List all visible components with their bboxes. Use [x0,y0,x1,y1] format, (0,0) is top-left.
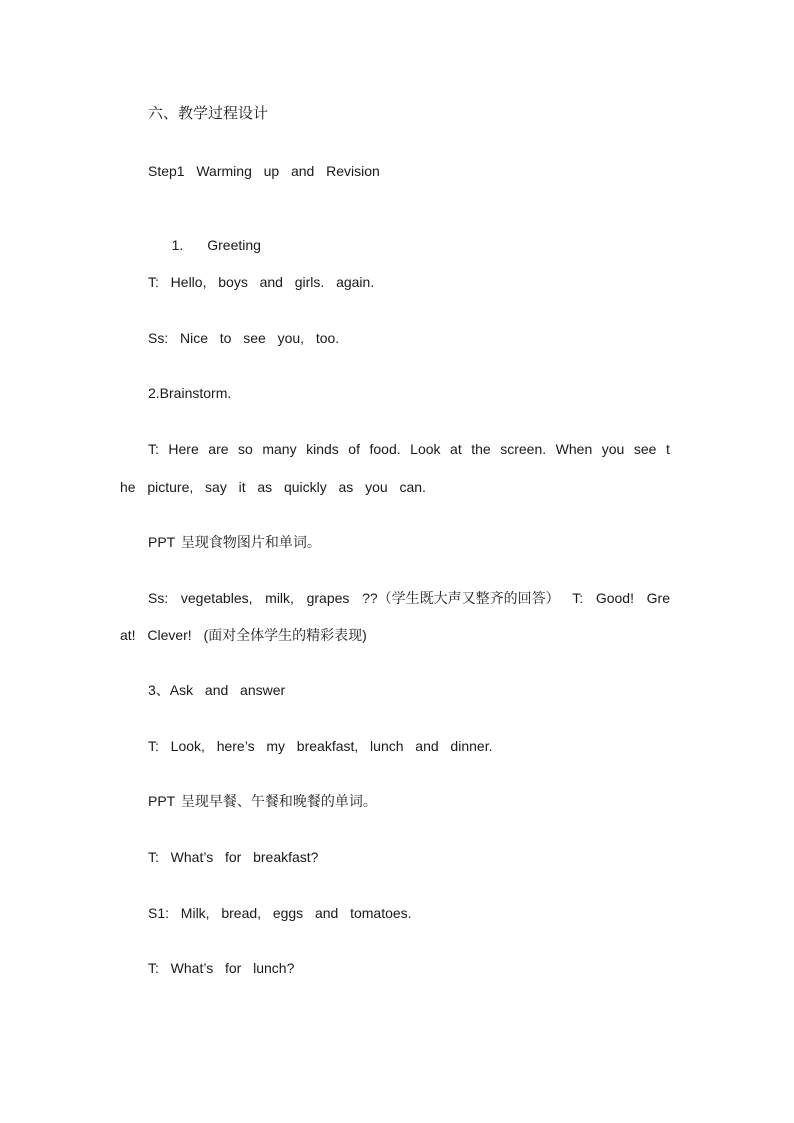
word: Gre [646,590,670,606]
line-ss-vegetables [148,589,670,607]
item1-title: Greeting [207,237,261,253]
line-t-here [148,440,670,458]
word: T: [572,590,584,606]
line-t-breakfast: T: What’s for breakfast? [148,849,319,865]
line-ss-vegetables-continued: at! Clever! (面对全体学生的精彩表现) [120,627,367,643]
word: you [601,441,625,457]
word: the [471,441,491,457]
line-t-look: T: Look, here’s my breakfast, lunch and dinner. [148,738,493,754]
item2-brainstorm: 2.Brainstorm. [148,385,232,401]
item1-greeting [148,218,261,272]
step1-title: Step1 Warming up and Revision [148,163,380,179]
word: ??（学生既大声又整齐的回答） [362,590,560,606]
word: grapes [306,590,350,606]
item3-ask-answer: 3、Ask and answer [148,682,286,698]
word: Ss: [148,590,169,606]
line-ppt-meals: PPT 呈现早餐、午餐和晚餐的单词。 [148,793,377,809]
word: t [665,441,670,457]
word: of [348,441,360,457]
word: T: [148,441,159,457]
word: screen. [500,441,547,457]
section-heading: 六、教学过程设计 [148,105,269,122]
word: are [208,441,229,457]
word: vegetables, [180,590,253,606]
word: see [633,441,657,457]
word: many [262,441,297,457]
line-ppt-food: PPT 呈现食物图片和单词。 [148,534,321,550]
word: When [555,441,593,457]
word: so [238,441,253,457]
word: food. [369,441,401,457]
word: kinds [306,441,339,457]
line-t-here-continued: he picture, say it as quickly as you can. [120,479,426,495]
item1-number: 1. [171,237,184,253]
word: Look [410,441,441,457]
line-t-hello: T: Hello, boys and girls. again. [148,274,375,290]
line-s1-milk: S1: Milk, bread, eggs and tomatoes. [148,905,412,921]
line-t-lunch: T: What’s for lunch? [148,960,295,976]
line-ss-nice: Ss: Nice to see you, too. [148,330,340,346]
word: Here [168,441,199,457]
word: at [450,441,462,457]
word: Good! [595,590,634,606]
word: milk, [265,590,294,606]
